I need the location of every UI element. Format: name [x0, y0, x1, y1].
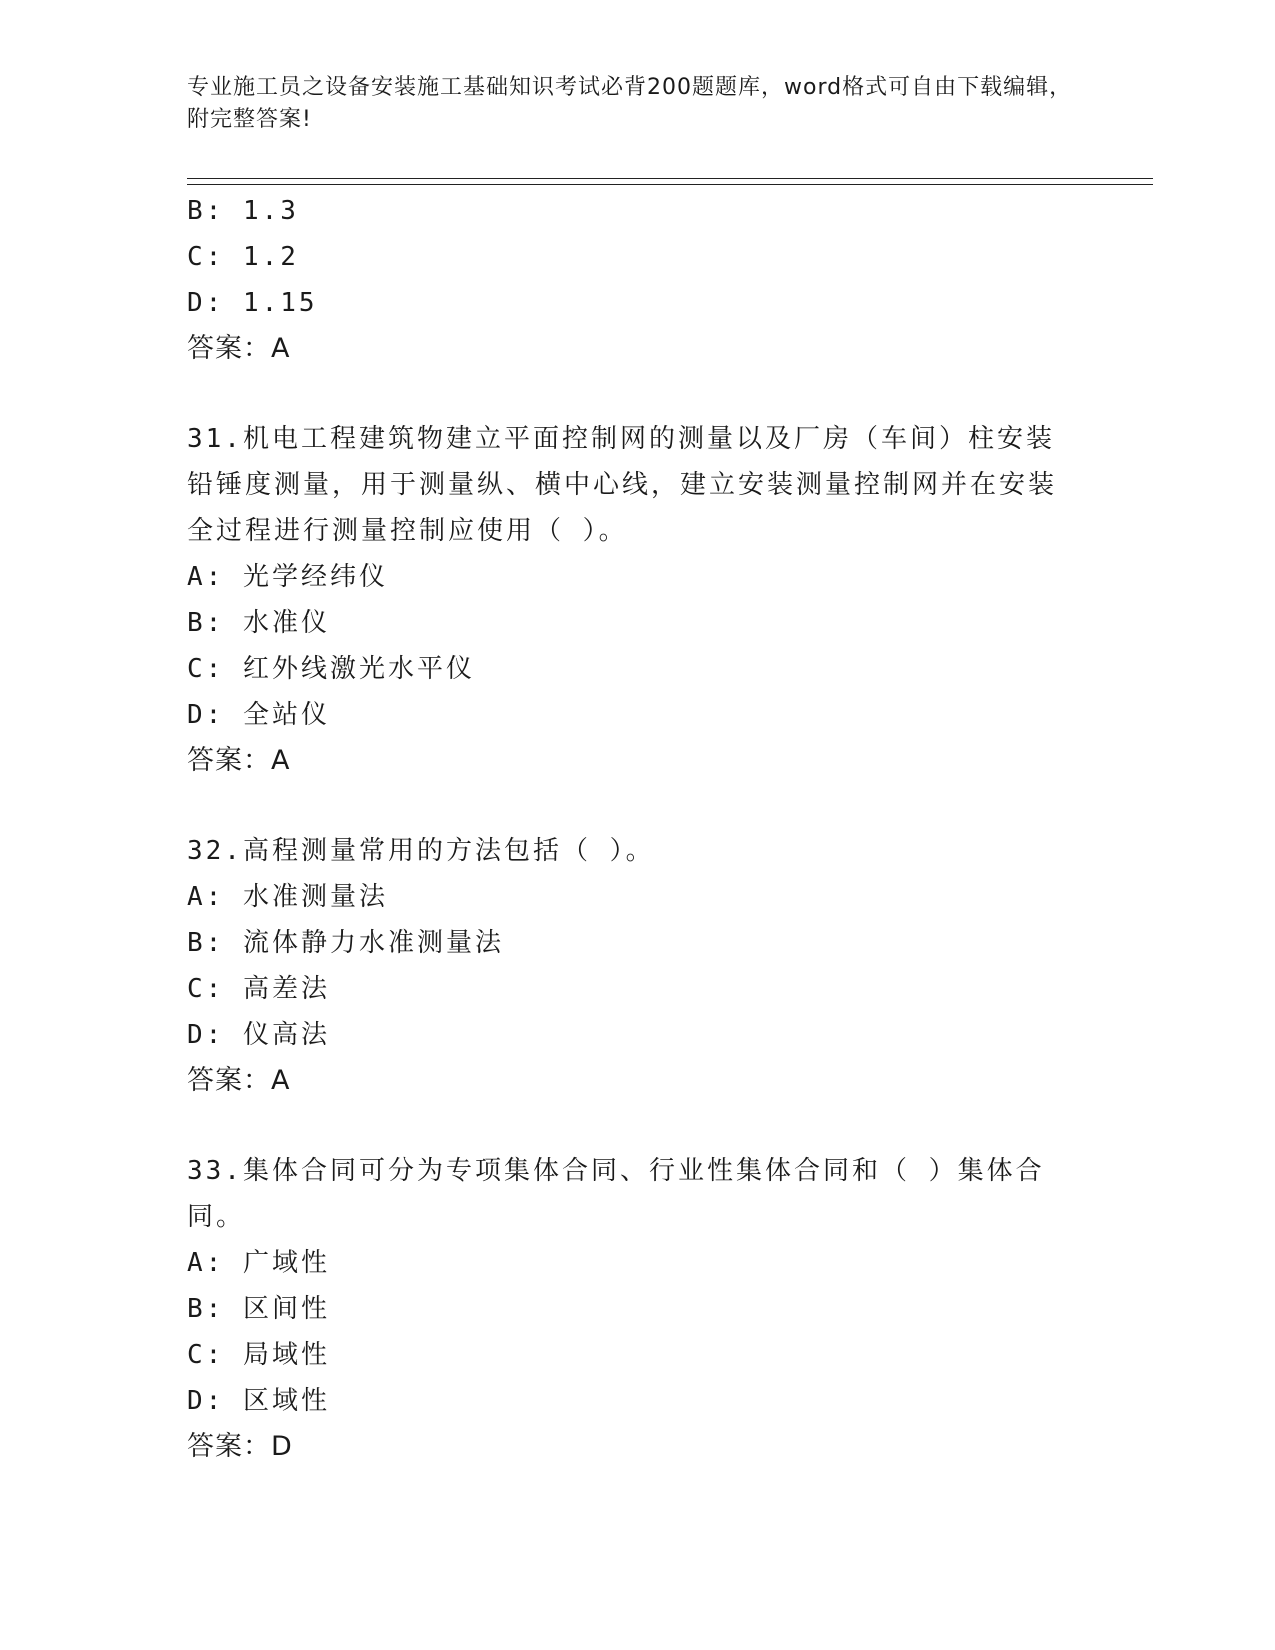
document-title: 专业施工员之设备安装施工基础知识考试必背200题题库，word格式可自由下载编辑，附完整答案! — [187, 75, 1073, 132]
question-30-tail — [187, 188, 1087, 372]
option-c: C: 局域性 — [187, 1340, 330, 1370]
option-a: A: 水准测量法 — [187, 882, 388, 912]
answer-line: 答案：A — [187, 745, 291, 776]
header-divider-top — [187, 178, 1153, 179]
question-text: 31.机电工程建筑物建立平面控制网的测量以及厂房（车间）柱安装铅锤度测量，用于测量纵、横中心线，建立安装测量控制网并在安装全过程进行测量控制应使用（ ）。 — [187, 424, 1058, 546]
question-33 — [187, 1148, 1087, 1470]
option-d: D: 区域性 — [187, 1386, 330, 1416]
header-divider-bottom — [187, 184, 1153, 185]
question-text: 32.高程测量常用的方法包括（ ）。 — [187, 836, 655, 866]
option-c: C: 1.2 — [187, 242, 299, 272]
option-a: A: 广域性 — [187, 1248, 330, 1278]
option-b: B: 水准仪 — [187, 608, 330, 638]
answer-line: 答案：D — [187, 1431, 293, 1462]
option-c: C: 红外线激光水平仪 — [187, 654, 475, 684]
answer-line: 答案：A — [187, 333, 291, 364]
question-32 — [187, 828, 1087, 1104]
option-d: D: 仪高法 — [187, 1020, 330, 1050]
question-text: 33.集体合同可分为专项集体合同、行业性集体合同和（ ）集体合同。 — [187, 1156, 1045, 1232]
option-d: D: 1.15 — [187, 288, 318, 318]
option-a: A: 光学经纬仪 — [187, 562, 388, 592]
option-d: D: 全站仪 — [187, 700, 330, 730]
option-b: B: 区间性 — [187, 1294, 330, 1324]
question-31 — [187, 416, 1087, 784]
answer-line: 答案：A — [187, 1065, 291, 1096]
option-c: C: 高差法 — [187, 974, 330, 1004]
option-b: B: 1.3 — [187, 196, 299, 226]
document-body — [187, 188, 1087, 1514]
option-b: B: 流体静力水准测量法 — [187, 928, 504, 958]
page-header — [187, 72, 1087, 136]
